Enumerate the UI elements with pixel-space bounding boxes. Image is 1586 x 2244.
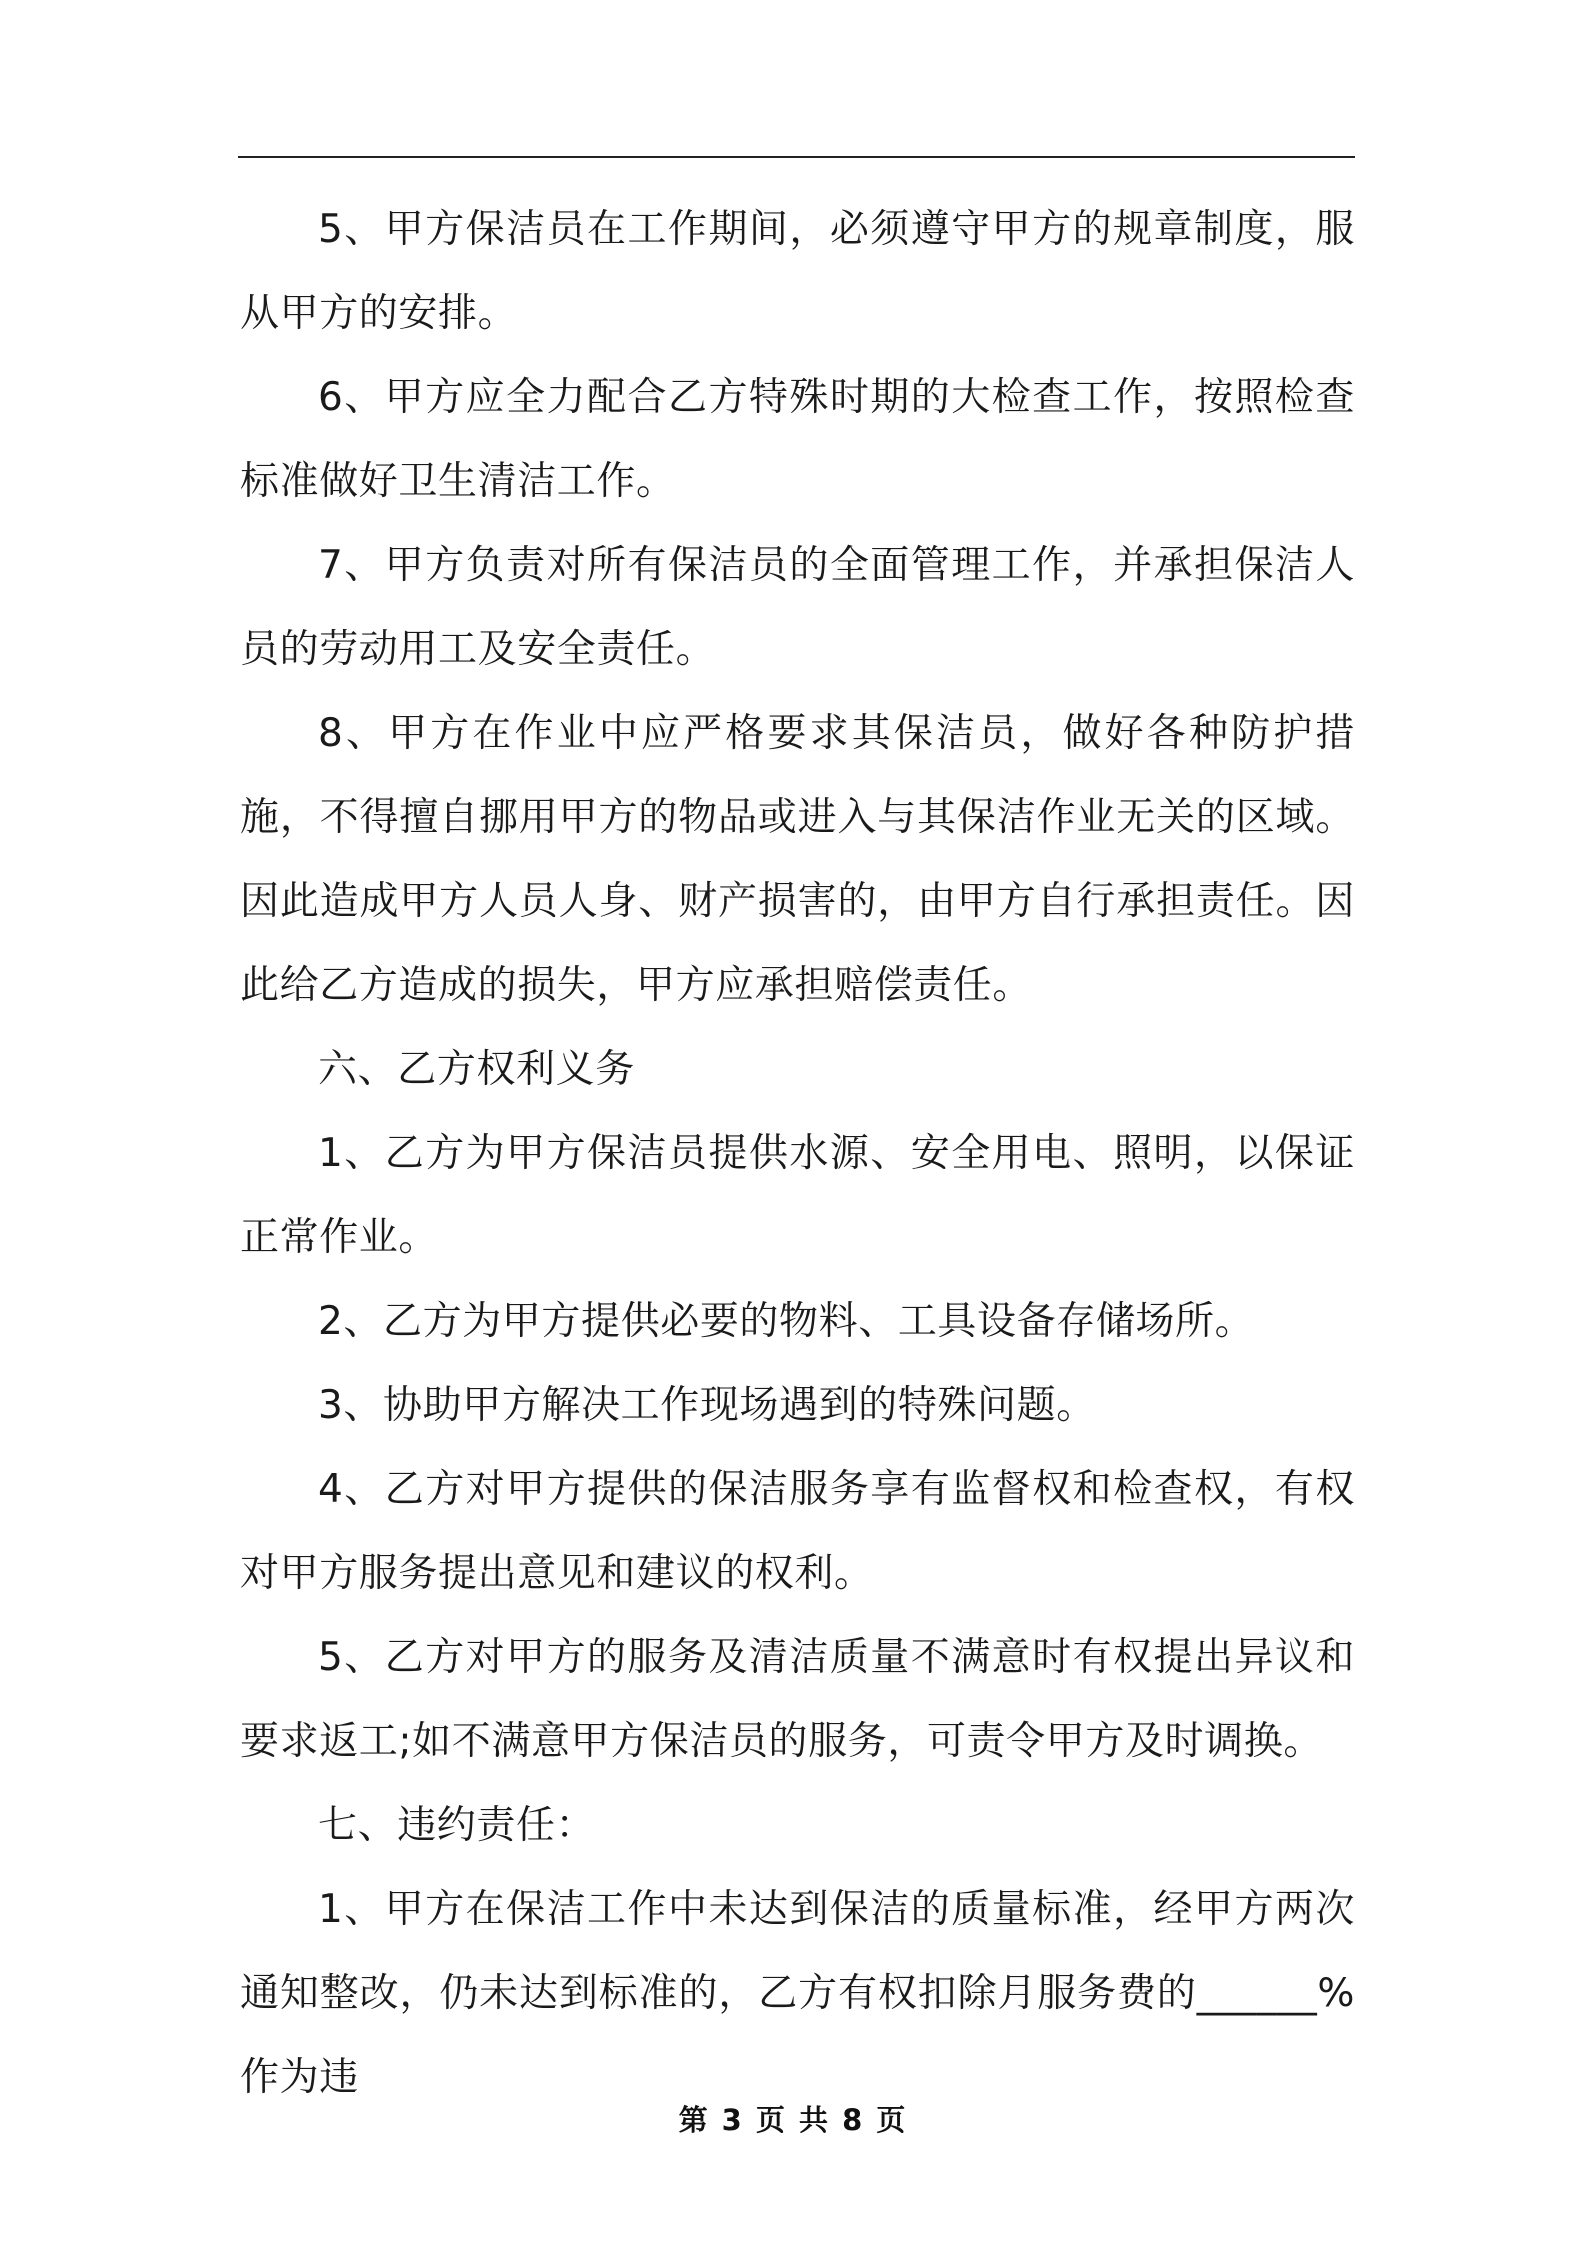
paragraph-clause-5-staff-rules: 5、甲方保洁员在工作期间，必须遵守甲方的规章制度，服从甲方的安排。 — [240, 207, 1355, 336]
paragraph-breach-clause-1: 1、甲方在保洁工作中未达到保洁的质量标准，经甲方两次通知整改，仍未达到标准的，乙方有权扣除月服务费的______%作为违 — [240, 1887, 1355, 2100]
paragraph-b-clause-1: 1、乙方为甲方保洁员提供水源、安全用电、照明，以保证正常作业。 — [240, 1131, 1355, 1260]
section-heading-breach-liability: 七、违约责任： — [318, 1803, 596, 1848]
header-rule — [238, 156, 1355, 158]
paragraph-b-clause-2: 2、乙方为甲方提供必要的物料、工具设备存储场所。 — [318, 1299, 1255, 1344]
paragraph-b-clause-5: 5、乙方对甲方的服务及清洁质量不满意时有权提出异议和要求返工;如不满意甲方保洁员的服务，可责令甲方及时调换。 — [240, 1635, 1355, 1764]
paragraph-clause-7-management: 7、甲方负责对所有保洁员的全面管理工作，并承担保洁人员的劳动用工及安全责任。 — [240, 543, 1355, 672]
page-number-footer: 第 3 页 共 8 页 — [678, 2103, 908, 2137]
document-body — [240, 188, 1355, 2120]
paragraph-b-clause-4: 4、乙方对甲方提供的保洁服务享有监督权和检查权，有权对甲方服务提出意见和建议的权利。 — [240, 1467, 1355, 1596]
paragraph-clause-8-liability: 8、甲方在作业中应严格要求其保洁员，做好各种防护措施，不得擅自挪用甲方的物品或进入与其保洁作业无关的区域。因此造成甲方人员人身、财产损害的，由甲方自行承担责任。因此给乙方造成的损失，甲方应承担赔偿责任。 — [240, 711, 1355, 1008]
paragraph-b-clause-3: 3、协助甲方解决工作现场遇到的特殊问题。 — [318, 1383, 1096, 1428]
section-heading-party-b-rights: 六、乙方权利义务 — [318, 1047, 635, 1092]
paragraph-clause-6-inspection: 6、甲方应全力配合乙方特殊时期的大检查工作，按照检查标准做好卫生清洁工作。 — [240, 375, 1355, 504]
